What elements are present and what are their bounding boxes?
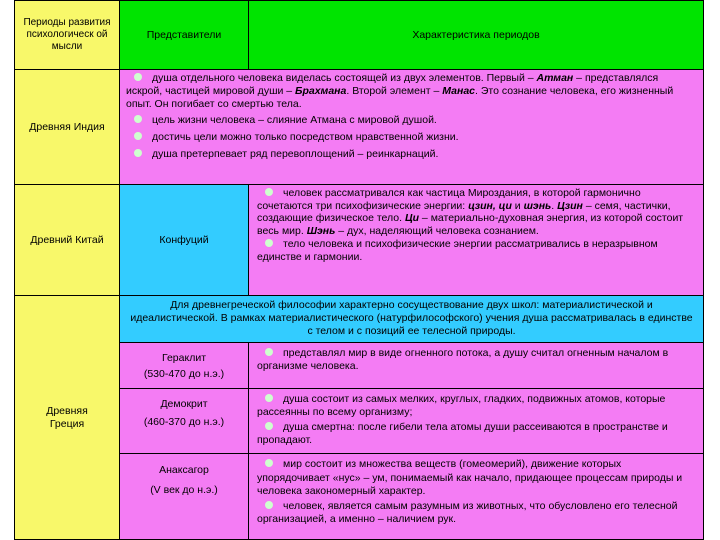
representative-confucius [119, 184, 249, 296]
header-representatives-label: Представители [146, 28, 222, 41]
democritus-point-2 [257, 421, 697, 447]
china-shen: шэнь [523, 199, 552, 212]
china-point-1 [257, 187, 697, 237]
democritus-point-1 [257, 393, 697, 419]
india-text-mid1: – представлялся искрой, частицей мировой души – [126, 72, 659, 97]
india-bullet-text: цель жизни человека – слияние Атмана с мировой душой. [152, 114, 437, 126]
bullet-icon [134, 115, 142, 123]
heraclitus-characteristics [248, 342, 704, 389]
india-atman: Атман [536, 72, 574, 84]
china-and: и [511, 199, 524, 212]
anaxagoras-characteristics [248, 453, 704, 540]
period-greece [14, 295, 120, 540]
period-india [14, 69, 120, 185]
bullet-icon [265, 422, 273, 430]
period-greece-label: Древняя Греция [46, 404, 88, 430]
china-text: – материально-духовная энергия, из которой состоит весь мир. [257, 212, 684, 237]
india-brahman: Брахмана [295, 85, 347, 97]
china-point-2 [257, 238, 697, 263]
period-china [14, 184, 120, 296]
china-text: – дух, наделяющий человека сознанием. [335, 224, 539, 237]
india-intro [126, 72, 697, 111]
bullet-icon [265, 459, 273, 467]
democritus-years: (460-370 до н.э.) [143, 416, 225, 428]
greece-intro-text: Для древнегреческой философии характерно сосуществование двух школ: материалистической и идеалистической. В рамках материалистического (натурфилософского) учения душа рассматривалась в единстве с телом и с позиций ее телесной природы. [130, 299, 693, 337]
india-bullet-text: душа претерпевает ряд перевоплощений – реинкарнаций. [152, 148, 439, 160]
representative-anaxagoras [119, 453, 249, 540]
china-energies: цзин, ци [468, 199, 512, 212]
bullet-icon [134, 73, 142, 81]
anaxagoras-name: Анаксагор [159, 464, 209, 476]
bullet-icon [265, 501, 273, 509]
bullet-icon [265, 348, 273, 356]
bullet-icon [134, 132, 142, 140]
heraclitus-name: Гераклит [161, 351, 206, 364]
china-text: человек рассматривался как частица Мироздания, в которой гармонично сочетаются три психофизические энергии: [257, 187, 641, 212]
header-characteristics [248, 0, 704, 70]
india-text-intro: душа отдельного человека виделась состоящей из двух элементов. Первый – [152, 72, 537, 84]
india-manas: Манас [442, 85, 476, 97]
header-characteristics-label: Характеристика периодов [412, 28, 540, 41]
representative-democritus [119, 388, 249, 454]
democritus-name: Демокрит [160, 398, 208, 410]
democritus-point-text: душа состоит из самых мелких, круглых, гладких, подвижных атомов, которые рассеянны по всему организму; [257, 393, 666, 418]
democritus-characteristics [248, 388, 704, 454]
india-bullet-2 [126, 131, 697, 144]
india-text-end: . Это сознание человека, его жизненный опыт. Он погибает со смертью тела. [126, 85, 674, 110]
period-india-label: Древняя Индия [29, 120, 105, 133]
india-bullet-1 [126, 114, 697, 127]
header-periods [14, 0, 120, 70]
china-shen2: Шэнь [306, 224, 336, 237]
anaxagoras-point-text: человек, является самым разумным из животных, что обусловлено его телесной организацией, а именно – наличием рук. [257, 499, 678, 525]
india-text-mid2: . Второй элемент – [346, 85, 443, 97]
header-periods-label: Периоды развития психологическ ой мысли [23, 17, 111, 52]
heraclitus-point: представлял мир в виде огненного потока, а душу считал огненным началом в организме человека. [257, 347, 669, 372]
anaxagoras-point-text: мир состоит из множества веществ (гомеомерий), движение которых упорядочивает «нус» – ум, понимаемый как начало, придающее процессам природы и человека закономерный характер. [257, 458, 683, 497]
period-china-label: Древний Китай [30, 233, 104, 246]
anaxagoras-point-1 [257, 458, 697, 499]
china-text: – семя, частички, создающие физическое тело. [257, 199, 671, 225]
china-dot: . [551, 199, 558, 212]
header-representatives [119, 0, 249, 70]
bullet-icon [265, 239, 273, 247]
anaxagoras-years: (V век до н.э.) [150, 484, 218, 496]
china-czin: Цзин [557, 199, 583, 212]
democritus-point-text: душа смертна: после гибели тела атомы души рассеиваются в пространстве и пропадают. [257, 421, 668, 446]
india-bullet-3 [126, 148, 697, 161]
heraclitus-years: (530-470 до н.э.) [143, 367, 225, 380]
bullet-icon [265, 188, 273, 196]
china-ci: Ци [404, 212, 420, 225]
china-text: тело человека и психофизические энергии рассматривались в неразрывном единстве и гармонии. [257, 238, 658, 263]
anaxagoras-point-2 [257, 500, 697, 527]
india-characteristics [119, 69, 704, 185]
china-characteristics [248, 184, 704, 296]
representative-heraclitus [119, 342, 249, 389]
india-bullet-text: достичь цели можно только посредством нравственной жизни. [152, 131, 459, 143]
bullet-icon [265, 394, 273, 402]
representative-confucius-label: Конфуций [159, 233, 209, 246]
bullet-icon [134, 149, 142, 157]
greece-intro [119, 295, 704, 343]
